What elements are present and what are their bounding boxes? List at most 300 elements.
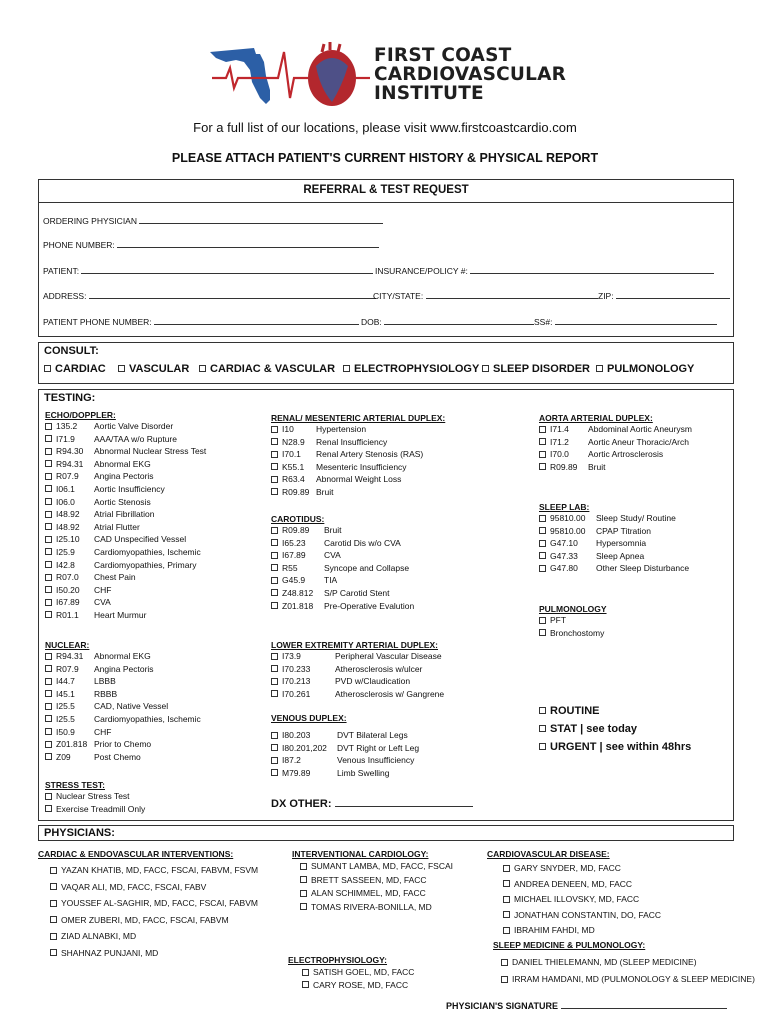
physician-option[interactable]: [501, 954, 755, 971]
diagnosis-code: I70.0: [550, 449, 569, 460]
checkbox[interactable]: [503, 865, 510, 872]
diagnosis-description: Bruit: [324, 525, 342, 535]
checkbox[interactable]: [45, 460, 52, 467]
checkbox[interactable]: [271, 769, 278, 776]
pulmonology-section: [539, 604, 607, 639]
diagnosis-description: Bruit: [316, 486, 334, 497]
diagnosis-code: 135.2: [56, 421, 78, 431]
checkbox[interactable]: [50, 883, 57, 890]
test-code-item[interactable]: [45, 688, 201, 701]
diagnosis-code: R07.0: [56, 572, 79, 583]
physician-name: SHAHNAZ PUNJANI, MD: [61, 947, 159, 958]
test-code-item[interactable]: [539, 461, 692, 474]
diagnosis-description: DVT Right or Left Leg: [337, 742, 420, 753]
patient-phone-field[interactable]: [43, 316, 359, 327]
test-code-item[interactable]: [45, 420, 206, 433]
checkbox[interactable]: [539, 451, 546, 458]
diagnosis-code: R63.4: [282, 474, 305, 485]
test-code-item[interactable]: [45, 675, 201, 688]
test-code-item[interactable]: [45, 546, 206, 559]
logo-line: FIRST COAST: [374, 45, 512, 66]
diagnosis-code: I70.233: [282, 663, 311, 674]
field-label: DX OTHER:: [271, 798, 332, 810]
test-code-item[interactable]: [271, 562, 414, 575]
physician-option[interactable]: [503, 923, 661, 939]
diagnosis-code: I73.9: [282, 651, 301, 661]
field-line[interactable]: [154, 316, 359, 325]
physician-option[interactable]: [503, 861, 661, 877]
ss-field[interactable]: [534, 316, 717, 327]
checkbox[interactable]: [539, 527, 546, 534]
field-line[interactable]: [335, 796, 473, 807]
diagnosis-description: Sleep Apnea: [596, 550, 645, 561]
physician-option[interactable]: [300, 901, 453, 915]
physician-option[interactable]: [302, 966, 414, 979]
checkbox[interactable]: [503, 880, 510, 887]
test-code-item[interactable]: [271, 461, 445, 474]
checkbox[interactable]: [199, 365, 206, 372]
diagnosis-code: I71.2: [550, 436, 569, 447]
checkbox[interactable]: [300, 863, 307, 870]
diagnosis-code: R94.31: [56, 458, 84, 469]
zip-field[interactable]: [598, 290, 730, 301]
test-code-item[interactable]: [539, 614, 607, 627]
checkbox[interactable]: [271, 602, 278, 609]
field-label: PHYSICIAN'S SIGNATURE: [446, 1001, 558, 1011]
referral-title: REFERRAL & TEST REQUEST: [303, 184, 469, 196]
checkbox[interactable]: [45, 574, 52, 581]
phone-number-field[interactable]: [43, 239, 379, 250]
checkbox[interactable]: [50, 900, 57, 907]
checkbox[interactable]: [503, 896, 510, 903]
checkbox[interactable]: [45, 448, 52, 455]
diagnosis-description: Limb Swelling: [337, 767, 390, 778]
diagnosis-code: G47.80: [550, 563, 578, 574]
diagnosis-description: Aortic Valve Disorder: [94, 421, 174, 431]
test-code-item[interactable]: [45, 559, 206, 572]
checkbox[interactable]: [45, 690, 52, 697]
logo-text: [374, 46, 566, 103]
field-line[interactable]: [89, 290, 376, 299]
signature-line[interactable]: [561, 1000, 727, 1009]
checkbox[interactable]: [539, 515, 546, 522]
diagnosis-code: I25.5: [56, 713, 75, 724]
test-code-item[interactable]: [45, 751, 201, 764]
diagnosis-code: Z01.818: [56, 739, 88, 750]
test-code-item[interactable]: [45, 663, 201, 676]
diagnosis-description: Abnormal Weight Loss: [316, 474, 402, 485]
test-code-item[interactable]: [539, 423, 692, 436]
diagnosis-description: S/P Carotid Stent: [324, 587, 390, 598]
patient-field[interactable]: [43, 265, 373, 276]
option-label: ELECTROPHYSIOLOGY: [354, 363, 480, 375]
checkbox[interactable]: [271, 577, 278, 584]
checkbox[interactable]: [302, 969, 309, 976]
testing-title: TESTING:: [44, 392, 96, 404]
checkbox[interactable]: [343, 365, 350, 372]
diagnosis-description: Chest Pain: [94, 572, 136, 583]
field-line[interactable]: [616, 290, 730, 299]
checkbox[interactable]: [539, 725, 546, 732]
cardiovascular-disease-section: [487, 849, 661, 939]
checkbox[interactable]: [45, 485, 52, 492]
logo-graphic: [208, 42, 378, 112]
field-line[interactable]: [81, 265, 373, 274]
test-code-item[interactable]: [539, 537, 689, 550]
diagnosis-description: Cardiomyopathies, Ischemic: [94, 713, 201, 724]
diagnosis-code: I48.92: [56, 521, 80, 532]
priority-option[interactable]: [539, 720, 691, 738]
test-code-item[interactable]: [45, 700, 201, 713]
checkbox[interactable]: [271, 744, 278, 751]
test-code-item[interactable]: [45, 496, 206, 509]
checkbox[interactable]: [271, 690, 278, 697]
test-code-item[interactable]: [271, 486, 445, 499]
physician-name: ALAN SCHIMMEL, MD, FACC: [311, 888, 426, 898]
diagnosis-code: G47.33: [550, 550, 578, 561]
option-label: CARDIAC & VASCULAR: [210, 363, 336, 375]
field-line[interactable]: [555, 316, 717, 325]
checkbox[interactable]: [539, 629, 546, 636]
checkbox[interactable]: [50, 867, 57, 874]
checkbox[interactable]: [45, 548, 52, 555]
test-code-item[interactable]: [271, 549, 414, 562]
field-label: INSURANCE/POLICY #:: [375, 266, 468, 276]
checkbox[interactable]: [45, 423, 52, 430]
test-code-item[interactable]: [271, 600, 414, 613]
physician-option[interactable]: [503, 877, 661, 893]
diagnosis-description: CAD Unspecified Vessel: [94, 534, 187, 545]
test-code-item[interactable]: [271, 587, 414, 600]
checkbox[interactable]: [45, 805, 52, 812]
checkbox[interactable]: [271, 665, 278, 672]
checkbox[interactable]: [271, 552, 278, 559]
option-label: PULMONOLOGY: [607, 363, 695, 375]
diagnosis-code: I67.89: [56, 597, 80, 608]
test-code-item[interactable]: [45, 713, 201, 726]
diagnosis-code: K55.1: [282, 461, 305, 472]
checkbox[interactable]: [45, 561, 52, 568]
test-code-item[interactable]: [271, 742, 419, 755]
echo-doppler-section: [45, 410, 206, 622]
dob-field[interactable]: [361, 316, 534, 327]
test-code-item[interactable]: [45, 738, 201, 751]
physicians-title: PHYSICIANS:: [44, 827, 115, 839]
diagnosis-description: TIA: [324, 575, 338, 586]
test-code-item[interactable]: [271, 663, 444, 676]
test-code-item[interactable]: [45, 803, 145, 816]
diagnosis-code: R94.31: [56, 651, 84, 661]
field-label: DOB:: [361, 317, 382, 327]
address-field[interactable]: [43, 290, 376, 301]
sleep-pulmonology-section: [493, 940, 755, 988]
checkbox[interactable]: [45, 665, 52, 672]
test-code-item[interactable]: [271, 574, 414, 587]
diagnosis-description: Abnormal EKG: [94, 458, 151, 469]
diagnosis-code: G45.9: [282, 575, 306, 586]
option-label: CARDIAC: [55, 363, 106, 375]
checkbox[interactable]: [50, 916, 57, 923]
diagnosis-description: CVA: [94, 597, 111, 608]
checkbox[interactable]: [271, 463, 278, 470]
insurance-field[interactable]: [375, 265, 714, 276]
checkbox[interactable]: [539, 426, 546, 433]
checkbox[interactable]: [45, 611, 52, 618]
diagnosis-description: AAA/TAA w/o Rupture: [94, 433, 177, 444]
checkbox[interactable]: [503, 927, 510, 934]
test-code-item[interactable]: [45, 584, 206, 597]
test-code-item[interactable]: [271, 524, 414, 537]
checkbox[interactable]: [45, 523, 52, 530]
checkbox[interactable]: [45, 473, 52, 480]
section-heading: VENOUS DUPLEX:: [271, 713, 347, 723]
checkbox[interactable]: [45, 793, 52, 800]
checkbox[interactable]: [271, 757, 278, 764]
physician-name: VAQAR ALI, MD, FACC, FSCAI, FABV: [61, 881, 207, 892]
test-code-item[interactable]: [45, 790, 145, 803]
physician-name: SUMANT LAMBA, MD, FACC, FSCAI: [311, 861, 454, 871]
checkbox[interactable]: [271, 732, 278, 739]
checkbox[interactable]: [271, 539, 278, 546]
priority-section: [539, 702, 691, 756]
physician-name: TOMAS RIVERA-BONILLA, MD: [311, 901, 432, 912]
test-code-item[interactable]: [271, 688, 444, 701]
test-code-item[interactable]: [45, 521, 206, 534]
physician-option[interactable]: [50, 945, 258, 962]
checkbox[interactable]: [539, 617, 546, 624]
test-code-item[interactable]: [271, 423, 445, 436]
diagnosis-description: CHF: [94, 584, 112, 595]
locations-note: For a full list of our locations, please visit www.firstcoastcardio.com: [193, 120, 577, 135]
diagnosis-description: Abnormal Nuclear Stress Test: [94, 446, 207, 457]
checkbox[interactable]: [271, 527, 278, 534]
checkbox[interactable]: [45, 599, 52, 606]
test-code-item[interactable]: [271, 473, 445, 486]
ordering-physician-field[interactable]: [43, 215, 383, 226]
checkbox[interactable]: [271, 653, 278, 660]
test-code-item[interactable]: [45, 458, 206, 471]
test-code-item[interactable]: [45, 533, 206, 546]
diagnosis-code: I48.92: [56, 509, 80, 520]
field-line[interactable]: [384, 316, 534, 325]
test-code-item[interactable]: [271, 650, 444, 663]
diagnosis-code: I70.261: [282, 688, 311, 699]
option-label: STAT | see today: [550, 723, 638, 735]
diagnosis-code: R94.30: [56, 446, 84, 457]
checkbox[interactable]: [271, 426, 278, 433]
diagnosis-description: Hypertension: [316, 424, 367, 434]
checkbox[interactable]: [271, 678, 278, 685]
test-code-item[interactable]: [45, 650, 201, 663]
test-code-item[interactable]: [271, 436, 445, 449]
checkbox[interactable]: [45, 753, 52, 760]
checkbox[interactable]: [271, 488, 278, 495]
consult-option[interactable]: [596, 363, 694, 375]
checkbox[interactable]: [45, 678, 52, 685]
field-line[interactable]: [117, 239, 379, 248]
test-code-item[interactable]: [45, 445, 206, 458]
checkbox[interactable]: [539, 463, 546, 470]
checkbox[interactable]: [539, 707, 546, 714]
test-code-item[interactable]: [539, 627, 607, 640]
checkbox[interactable]: [302, 981, 309, 988]
physician-name: YOUSSEF AL-SAGHIR, MD, FACC, FSCAI, FABVM: [61, 898, 258, 908]
physician-option[interactable]: [300, 874, 453, 888]
physician-option[interactable]: [501, 971, 755, 988]
physician-name: IRRAM HAMDANI, MD (PULMONOLOGY & SLEEP MEDICINE): [512, 974, 755, 984]
section-heading: SLEEP LAB:: [539, 502, 590, 512]
test-code-item[interactable]: [45, 508, 206, 521]
physician-option[interactable]: [503, 892, 661, 908]
diagnosis-description: Venous Insufficiency: [337, 755, 415, 766]
physician-option[interactable]: [50, 928, 258, 945]
checkbox[interactable]: [271, 438, 278, 445]
test-code-item[interactable]: [45, 433, 206, 446]
checkbox[interactable]: [45, 536, 52, 543]
checkbox[interactable]: [45, 715, 52, 722]
consult-option[interactable]: [482, 363, 590, 375]
checkbox[interactable]: [300, 903, 307, 910]
physician-option[interactable]: [50, 895, 258, 912]
test-code-item[interactable]: [271, 729, 419, 742]
diagnosis-code: I45.1: [56, 688, 75, 699]
checkbox[interactable]: [539, 552, 546, 559]
stress-test-section: [45, 780, 145, 815]
field-line[interactable]: [426, 290, 598, 299]
test-code-item[interactable]: [271, 675, 444, 688]
consult-option[interactable]: [343, 363, 479, 375]
test-code-item[interactable]: [45, 571, 206, 584]
test-code-item[interactable]: [539, 562, 689, 575]
nuclear-section: [45, 640, 201, 763]
checkbox[interactable]: [539, 743, 546, 750]
physician-name: JONATHAN CONSTANTIN, DO, FACC: [514, 909, 662, 920]
checkbox[interactable]: [45, 741, 52, 748]
checkbox[interactable]: [271, 564, 278, 571]
diagnosis-code: I80.201,202: [282, 742, 327, 753]
test-code-item[interactable]: [271, 754, 419, 767]
diagnosis-code: I06.1: [56, 483, 75, 494]
priority-option[interactable]: [539, 738, 691, 756]
diagnosis-description: LBBB: [94, 676, 116, 687]
field-label: PATIENT:: [43, 266, 80, 276]
field-line[interactable]: [139, 215, 383, 224]
checkbox[interactable]: [539, 565, 546, 572]
section-heading: INTERVENTIONAL CARDIOLOGY:: [292, 849, 429, 859]
test-code-item[interactable]: [45, 609, 206, 622]
test-code-item[interactable]: [539, 436, 692, 449]
checkbox[interactable]: [596, 365, 603, 372]
section-heading: RENAL/ MESENTERIC ARTERIAL DUPLEX:: [271, 413, 446, 423]
section-heading: SLEEP MEDICINE & PULMONOLOGY:: [493, 940, 646, 950]
checkbox[interactable]: [45, 728, 52, 735]
checkbox[interactable]: [271, 476, 278, 483]
diagnosis-description: Angina Pectoris: [94, 663, 154, 674]
diagnosis-code: Z09: [56, 751, 71, 762]
test-code-item[interactable]: [539, 512, 689, 525]
checkbox[interactable]: [271, 589, 278, 596]
checkbox[interactable]: [482, 365, 489, 372]
checkbox[interactable]: [45, 511, 52, 518]
diagnosis-code: G47.10: [550, 538, 578, 549]
referral-box: [38, 179, 734, 337]
checkbox[interactable]: [45, 498, 52, 505]
test-code-item[interactable]: [45, 726, 201, 739]
checkbox[interactable]: [118, 365, 125, 372]
checkbox[interactable]: [45, 703, 52, 710]
physician-option[interactable]: [302, 979, 414, 992]
field-label: ADDRESS:: [43, 291, 87, 301]
option-label: URGENT | see within 48hrs: [550, 741, 692, 753]
diagnosis-description: Exercise Treadmill Only: [56, 803, 146, 814]
diagnosis-code: I71.9: [56, 433, 75, 444]
diagnosis-description: Syncope and Collapse: [324, 562, 410, 573]
test-code-item[interactable]: [45, 483, 206, 496]
physician-option[interactable]: [50, 862, 258, 879]
checkbox[interactable]: [45, 435, 52, 442]
diagnosis-description: Abnormal EKG: [94, 651, 151, 661]
consult-option[interactable]: [44, 363, 106, 375]
diagnosis-description: Post Chemo: [94, 751, 141, 762]
checkbox[interactable]: [50, 933, 57, 940]
checkbox[interactable]: [503, 911, 510, 918]
checkbox[interactable]: [539, 540, 546, 547]
test-code-item[interactable]: [539, 550, 689, 563]
diagnosis-code: R07.9: [56, 471, 79, 482]
diagnosis-description: Aortic Artrosclerosis: [588, 449, 664, 460]
checkbox[interactable]: [45, 653, 52, 660]
physician-name: DANIEL THIELEMANN, MD (SLEEP MEDICINE): [512, 957, 697, 967]
physician-signature-field[interactable]: [446, 1000, 727, 1011]
logo-line: CARDIOVASCULAR: [374, 64, 567, 85]
test-code-item[interactable]: [271, 537, 414, 550]
physician-option[interactable]: [300, 860, 453, 874]
test-code-item[interactable]: [271, 448, 445, 461]
test-code-item[interactable]: [539, 448, 692, 461]
checkbox[interactable]: [501, 976, 508, 983]
field-label: PHONE NUMBER:: [43, 240, 115, 250]
priority-option[interactable]: [539, 702, 691, 720]
divider: [39, 202, 733, 203]
checkbox[interactable]: [44, 365, 51, 372]
checkbox[interactable]: [501, 959, 508, 966]
diagnosis-code: R01.1: [56, 609, 79, 620]
diagnosis-description: PFT: [550, 615, 567, 625]
physician-option[interactable]: [503, 908, 661, 924]
physician-option[interactable]: [300, 887, 453, 901]
city-state-field[interactable]: [373, 290, 598, 301]
checkbox[interactable]: [539, 438, 546, 445]
checkbox[interactable]: [300, 890, 307, 897]
test-code-item[interactable]: [271, 767, 419, 780]
dx-other-field[interactable]: [271, 796, 473, 810]
test-code-item[interactable]: [45, 596, 206, 609]
physician-option[interactable]: [50, 879, 258, 896]
checkbox[interactable]: [45, 586, 52, 593]
checkbox[interactable]: [271, 451, 278, 458]
diagnosis-description: DVT Bilateral Legs: [337, 730, 408, 740]
consult-box: [38, 342, 734, 384]
consult-option[interactable]: [118, 363, 189, 375]
test-code-item[interactable]: [45, 470, 206, 483]
diagnosis-code: I70.213: [282, 676, 311, 687]
consult-option[interactable]: [199, 363, 335, 375]
checkbox[interactable]: [50, 949, 57, 956]
physician-option[interactable]: [50, 912, 258, 929]
test-code-item[interactable]: [539, 525, 689, 538]
checkbox[interactable]: [300, 876, 307, 883]
field-line[interactable]: [470, 265, 714, 274]
